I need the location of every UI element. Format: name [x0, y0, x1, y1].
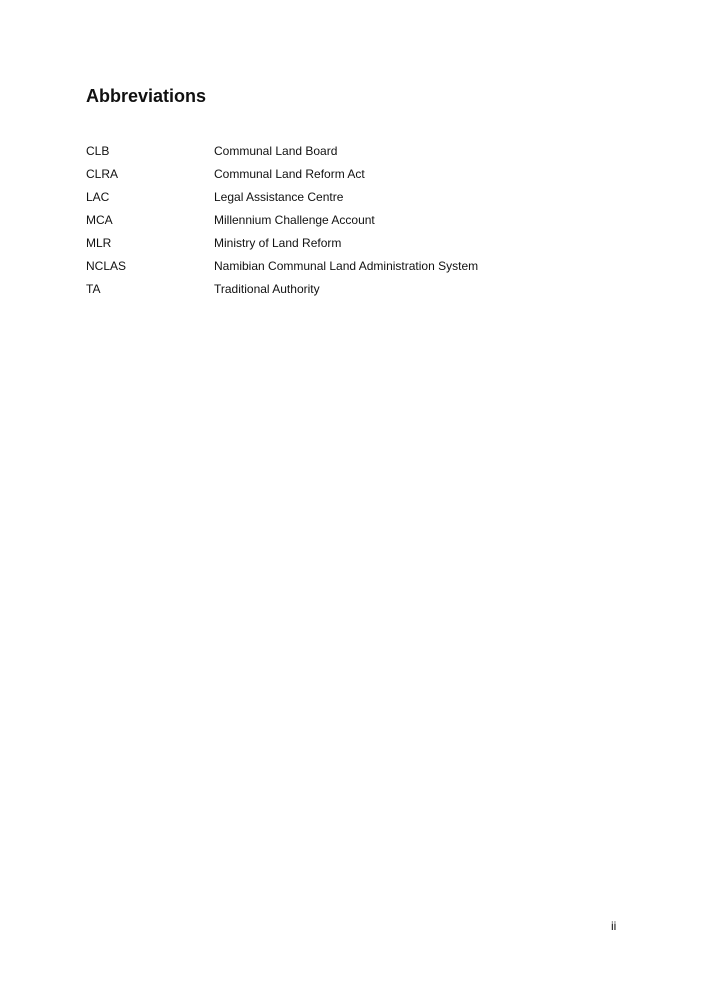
list-item [86, 254, 606, 277]
abbreviation-term: MLR [86, 235, 112, 250]
abbreviation-definition: Ministry of Land Reform [214, 235, 342, 250]
list-item [86, 277, 606, 300]
abbreviation-definition: Communal Land Reform Act [214, 166, 365, 181]
abbreviation-term: MCA [86, 212, 113, 227]
list-item [86, 231, 606, 254]
abbreviation-definition: Millennium Challenge Account [214, 212, 375, 227]
list-item [86, 185, 606, 208]
list-item [86, 139, 606, 162]
abbreviation-definition: Namibian Communal Land Administration System [214, 258, 479, 273]
abbreviation-definition: Legal Assistance Centre [214, 189, 344, 204]
abbreviation-term: CLRA [86, 166, 119, 181]
list-item [86, 208, 606, 231]
abbreviation-term: NCLAS [86, 258, 127, 273]
list-item [86, 162, 606, 185]
abbreviation-definition: Communal Land Board [214, 143, 338, 158]
abbreviations-list [86, 139, 606, 300]
abbreviation-term: CLB [86, 143, 110, 158]
abbreviation-definition: Traditional Authority [214, 281, 320, 296]
page-title: Abbreviations [86, 86, 207, 106]
abbreviation-term: TA [86, 281, 101, 296]
page-number: ii [611, 919, 617, 933]
abbreviation-term: LAC [86, 189, 110, 204]
